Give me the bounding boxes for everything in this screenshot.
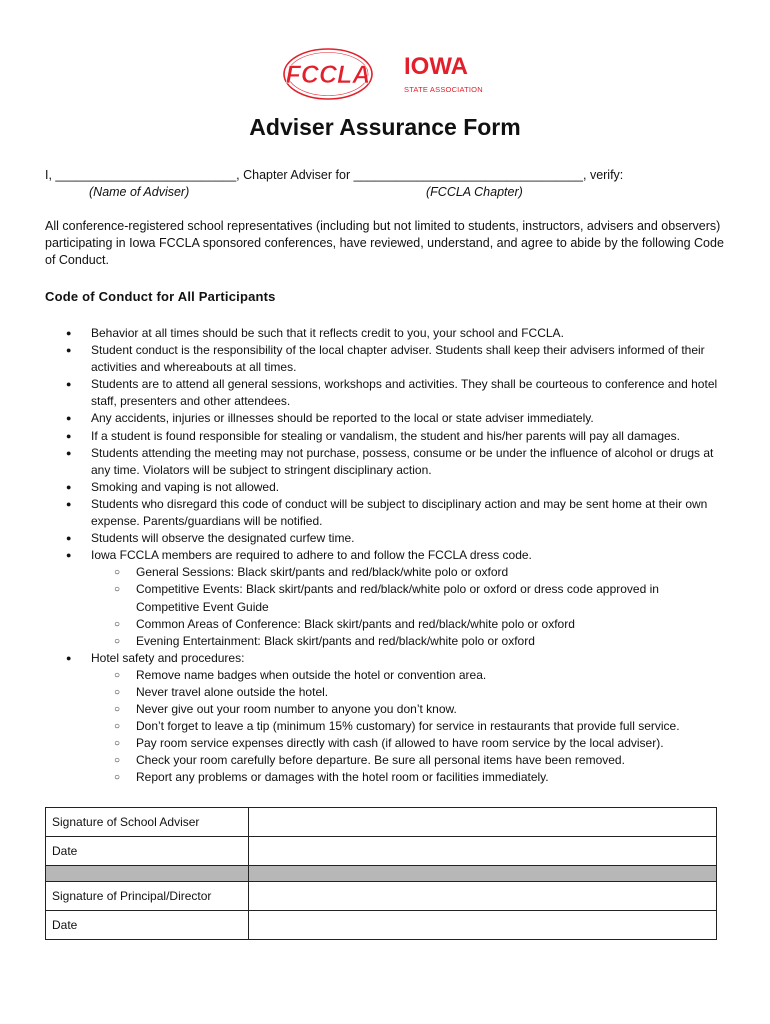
sub-list-item: ○ Check your room carefully before departure. Be sure all personal items have been removed. — [91, 752, 725, 769]
sub-list-item: ○ Evening Entertainment: Black skirt/pants and red/black/white polo or oxford — [91, 633, 725, 650]
state-association-text: STATE ASSOCIATION — [404, 85, 483, 94]
list-item: ● Students attending the meeting may not purchase, possess, consume or be under the influence of alcohol or drugs at any time. Violators will be subject to stringent disciplinary action. — [45, 445, 725, 479]
dress-code-item — [45, 547, 725, 650]
table-row — [46, 837, 717, 866]
principal-signature-label: Signature of Principal/Director — [46, 882, 249, 911]
principal-signature-field[interactable] — [249, 882, 717, 911]
shaded-cell — [46, 866, 249, 882]
verify-statement: I, __________________________, Chapter Adviser for _________________________________, verify: — [45, 168, 624, 182]
sub-list-item: ○ Report any problems or damages with the hotel room or facilities immediately. — [91, 769, 725, 786]
list-item: ● Students who disregard this code of conduct will be subject to disciplinary action and may be sent home at their own expense. Parents/guardians will be notified. — [45, 496, 725, 530]
list-item: ● Students are to attend all general sessions, workshops and activities. They shall be courteous to conference and hotel staff, presenters and other attendees. — [45, 376, 725, 410]
dress-code-sublist — [91, 564, 725, 649]
list-item: ● Behavior at all times should be such that it reflects credit to you, your school and FCCLA. — [45, 325, 725, 342]
code-of-conduct-heading: Code of Conduct for All Participants — [45, 289, 276, 304]
fccla-wordmark: FCCLA — [285, 61, 371, 89]
list-item: ● Students will observe the designated curfew time. — [45, 530, 725, 547]
adviser-date-field[interactable] — [249, 837, 717, 866]
table-row — [46, 808, 717, 837]
table-divider-row — [46, 866, 717, 882]
adviser-date-label: Date — [46, 837, 249, 866]
list-item: ● Student conduct is the responsibility of the local chapter adviser. Students shall keep their advisers informed of their activities and whereabouts at all times. — [45, 342, 725, 376]
sub-list-item: ○ Don’t forget to leave a tip (minimum 15% customary) for service in restaurants that provide full service. — [91, 718, 725, 735]
hotel-safety-item — [45, 650, 725, 787]
sub-list-item: ○ Never give out your room number to anyone you don’t know. — [91, 701, 725, 718]
table-row — [46, 882, 717, 911]
signature-table — [45, 807, 717, 940]
list-item: ● If a student is found responsible for stealing or vandalism, the student and his/her parents will pay all damages. — [45, 428, 725, 445]
sub-list-item: ○ Never travel alone outside the hotel. — [91, 684, 725, 701]
code-of-conduct-list — [45, 325, 725, 787]
sub-list-item: ○ Pay room service expenses directly with cash (if allowed to have room service by the local adviser). — [91, 735, 725, 752]
dress-code-label: Iowa FCCLA members are required to adhere to and follow the FCCLA dress code. — [91, 548, 532, 563]
sub-list-item: ○ Common Areas of Conference: Black skirt/pants and red/black/white polo or oxford — [91, 616, 725, 633]
list-item: ● Smoking and vaping is not allowed. — [45, 479, 725, 496]
chapter-caption: (FCCLA Chapter) — [426, 185, 523, 199]
principal-date-label: Date — [46, 911, 249, 940]
intro-paragraph: All conference-registered school representatives (including but not limited to students, instructors, advisers and observers) participating in Iowa FCCLA sponsored conferences, have reviewed, understand, and agree to abide by the following Code of Conduct. — [45, 219, 724, 267]
table-row — [46, 911, 717, 940]
adviser-signature-field[interactable] — [249, 808, 717, 837]
fccla-emblem — [284, 49, 372, 99]
list-item: ● Any accidents, injuries or illnesses should be reported to the local or state adviser immediately. — [45, 410, 725, 427]
sub-list-item: ○ General Sessions: Black skirt/pants and red/black/white polo or oxford — [91, 564, 725, 581]
hotel-safety-sublist — [91, 667, 725, 787]
adviser-name-caption: (Name of Adviser) — [89, 185, 190, 199]
sub-list-item: ○ Remove name badges when outside the hotel or convention area. — [91, 667, 725, 684]
hotel-safety-label: Hotel safety and procedures: — [91, 650, 245, 665]
sub-list-item: ○ Competitive Events: Black skirt/pants and red/black/white polo or oxford or dress code approved in Competitive Event Guide — [91, 581, 725, 615]
iowa-wordmark: IOWA — [404, 53, 468, 80]
adviser-signature-label: Signature of School Adviser — [46, 808, 249, 837]
fccla-iowa-logo — [280, 44, 500, 108]
shaded-cell — [249, 866, 717, 882]
principal-date-field[interactable] — [249, 911, 717, 940]
form-title: Adviser Assurance Form — [249, 114, 521, 140]
